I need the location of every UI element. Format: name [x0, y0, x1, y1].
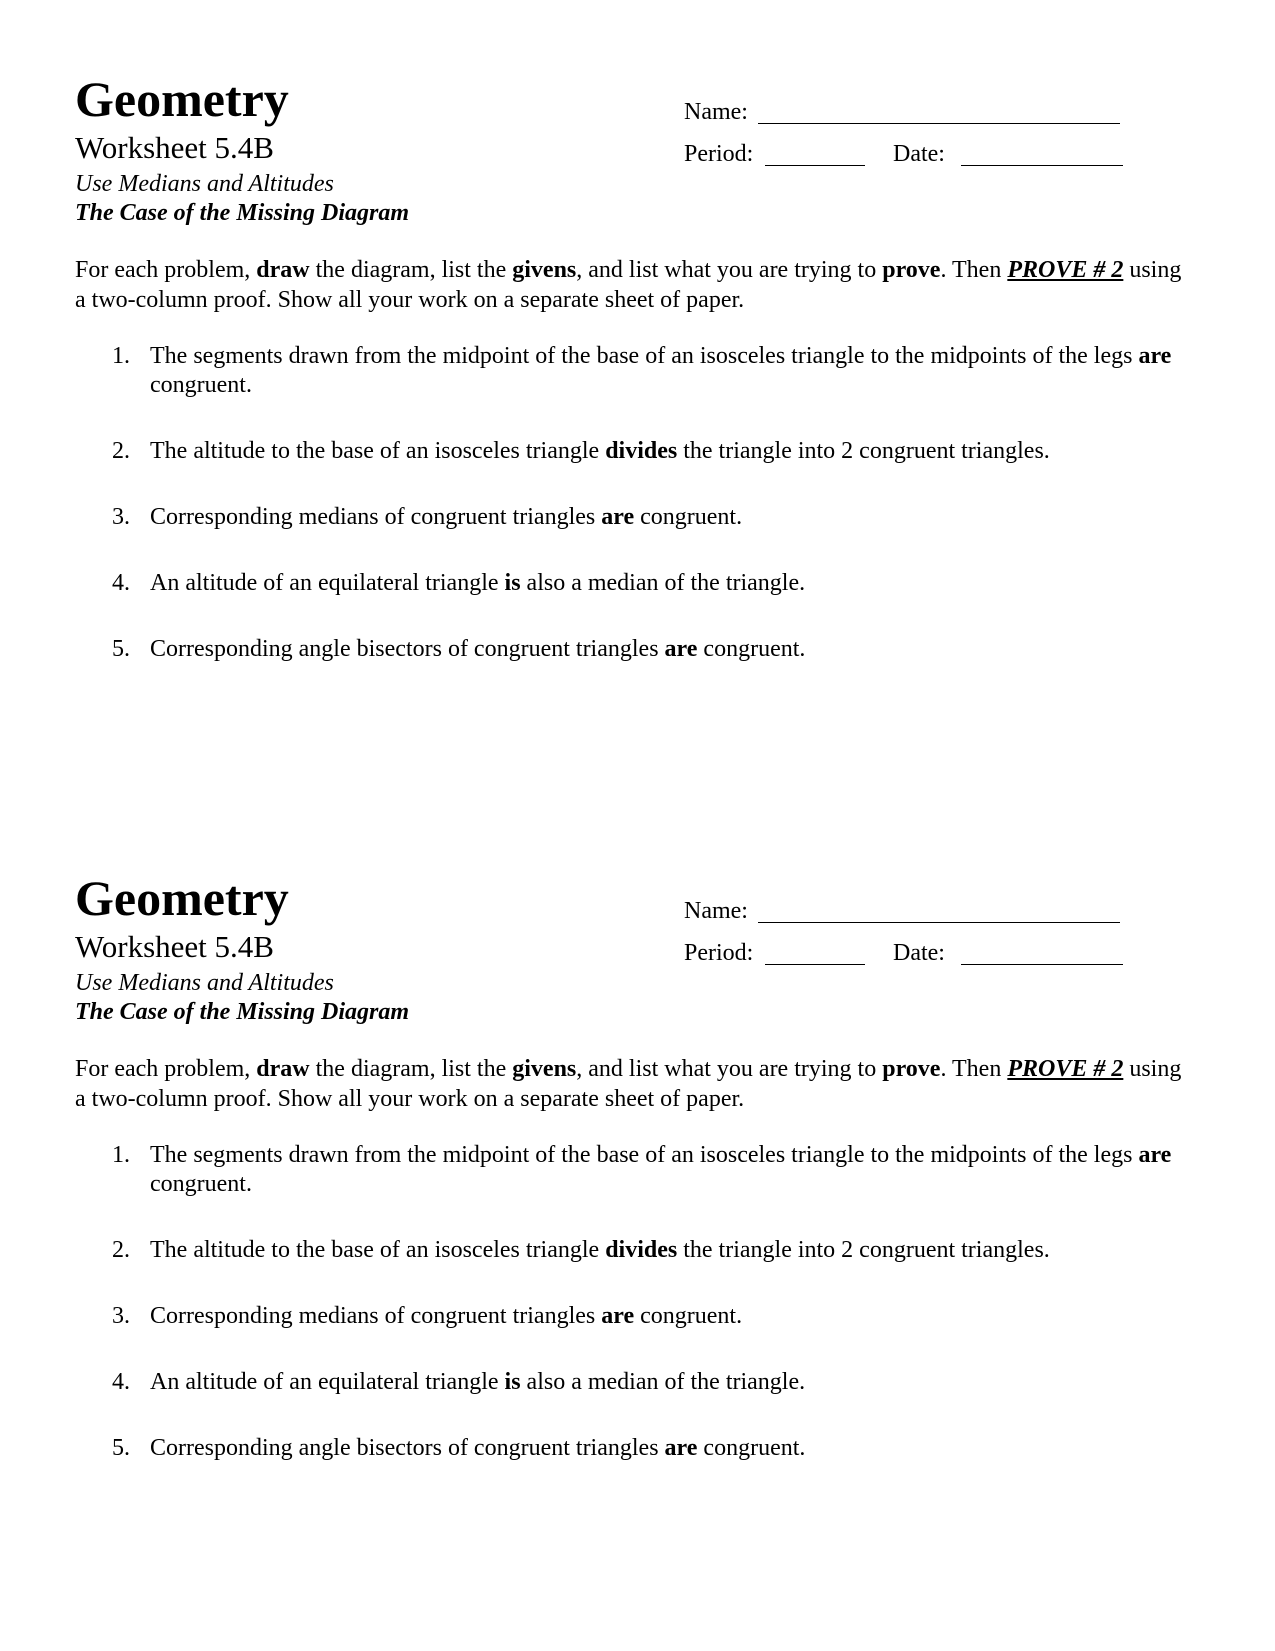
problem-text — [150, 437, 1192, 466]
instructions-emphasis-givens: givens — [512, 257, 577, 283]
problem-number: 3. — [112, 504, 130, 530]
problem-text — [150, 635, 1192, 664]
prove-target: PROVE # 2 — [1007, 257, 1124, 283]
date-blank[interactable] — [961, 942, 1123, 965]
instructions-text: For each problem, — [75, 257, 257, 283]
period-blank[interactable] — [765, 942, 865, 965]
worksheet-topic: Use Medians and Altitudes — [75, 171, 334, 197]
problem-text — [150, 1236, 1192, 1265]
date-label: Date: — [893, 940, 945, 966]
problem-emphasis: are — [1138, 343, 1172, 369]
problem-number: 4. — [112, 1369, 130, 1395]
worksheet-title: Geometry — [75, 71, 289, 127]
problem-item — [112, 1302, 1192, 1331]
problem-item — [112, 437, 1192, 466]
problem-number: 1. — [112, 343, 130, 369]
worksheet-block-2 — [0, 799, 1275, 1559]
instructions-text: the diagram, list the — [309, 1056, 513, 1082]
problem-item — [112, 342, 1192, 400]
instructions-text: . Then — [940, 257, 1008, 283]
problem-text — [150, 1368, 1192, 1397]
problem-text-part: congruent. — [150, 1171, 252, 1197]
problem-item — [112, 569, 1192, 598]
problem-text-part: congruent. — [697, 1435, 806, 1461]
name-blank[interactable] — [758, 900, 1120, 923]
problem-text — [150, 1141, 1192, 1199]
worksheet-subtitle: Worksheet 5.4B — [75, 929, 274, 964]
problem-text-part: The altitude to the base of an isosceles triangle — [150, 438, 606, 464]
problem-text-part: congruent. — [634, 1303, 743, 1329]
problem-emphasis: are — [1138, 1142, 1172, 1168]
instructions-text: . Then — [940, 1056, 1008, 1082]
name-field — [684, 100, 1120, 124]
case-title: The Case of the Missing Diagram — [75, 999, 410, 1025]
instructions-emphasis-givens: givens — [512, 1056, 577, 1082]
problem-text-part: The altitude to the base of an isosceles triangle — [150, 1237, 606, 1263]
period-field — [684, 142, 865, 166]
problem-item — [112, 1434, 1192, 1463]
name-label: Name: — [684, 898, 748, 924]
problem-emphasis: are — [664, 636, 698, 662]
instructions-emphasis-draw: draw — [256, 1056, 310, 1082]
problem-emphasis: divides — [605, 1237, 678, 1263]
problem-item — [112, 635, 1192, 664]
problem-number: 3. — [112, 1303, 130, 1329]
problem-text — [150, 569, 1192, 598]
problem-text-part: congruent. — [634, 504, 743, 530]
worksheet-title: Geometry — [75, 870, 289, 926]
instructions-text: using a two-column proof. Show all your work on a separate sheet of paper. — [75, 257, 1182, 313]
worksheet-block-1 — [0, 0, 1275, 760]
date-field — [893, 941, 1123, 965]
instructions-text: using a two-column proof. Show all your work on a separate sheet of paper. — [75, 1056, 1182, 1112]
instructions-text: For each problem, — [75, 1056, 257, 1082]
instructions-emphasis-prove: prove — [882, 1056, 941, 1082]
problem-item — [112, 1368, 1192, 1397]
problem-text-part: An altitude of an equilateral triangle — [150, 1369, 505, 1395]
problem-number: 2. — [112, 1237, 130, 1263]
name-label: Name: — [684, 99, 748, 125]
problem-text-part: also a median of the triangle. — [520, 1369, 806, 1395]
problem-item — [112, 503, 1192, 532]
prove-target: PROVE # 2 — [1007, 1056, 1124, 1082]
worksheet-topic: Use Medians and Altitudes — [75, 970, 334, 996]
instructions-text: , and list what you are trying to — [576, 257, 883, 283]
problem-text-part: the triangle into 2 congruent triangles. — [677, 438, 1050, 464]
problem-number: 4. — [112, 570, 130, 596]
problem-text-part: congruent. — [697, 636, 806, 662]
worksheet-subtitle: Worksheet 5.4B — [75, 130, 274, 165]
problem-emphasis: are — [601, 1303, 635, 1329]
problem-number: 1. — [112, 1142, 130, 1168]
problem-item — [112, 1236, 1192, 1265]
name-field — [684, 899, 1120, 923]
case-title: The Case of the Missing Diagram — [75, 200, 410, 226]
problem-emphasis: is — [504, 570, 521, 596]
problem-number: 5. — [112, 636, 130, 662]
period-label: Period: — [684, 141, 754, 167]
problem-text — [150, 1434, 1192, 1463]
problem-number: 2. — [112, 438, 130, 464]
date-blank[interactable] — [961, 143, 1123, 166]
date-field — [893, 142, 1123, 166]
problem-emphasis: are — [601, 504, 635, 530]
problem-text-part: The segments drawn from the midpoint of the base of an isosceles triangle to the midpoints of the legs — [150, 343, 1139, 369]
problem-text-part: Corresponding medians of congruent triangles — [150, 1303, 602, 1329]
instructions-text: the diagram, list the — [309, 257, 513, 283]
instructions-text: , and list what you are trying to — [576, 1056, 883, 1082]
problem-text-part: Corresponding angle bisectors of congruent triangles — [150, 636, 665, 662]
problem-number: 5. — [112, 1435, 130, 1461]
problem-emphasis: divides — [605, 438, 678, 464]
instructions-emphasis-prove: prove — [882, 257, 941, 283]
problem-text — [150, 1302, 1192, 1331]
date-label: Date: — [893, 141, 945, 167]
period-label: Period: — [684, 940, 754, 966]
problem-emphasis: is — [504, 1369, 521, 1395]
period-field — [684, 941, 865, 965]
problem-text-part: Corresponding angle bisectors of congruent triangles — [150, 1435, 665, 1461]
instructions — [75, 255, 1185, 315]
problem-text — [150, 503, 1192, 532]
instructions — [75, 1054, 1185, 1114]
problem-text-part: The segments drawn from the midpoint of the base of an isosceles triangle to the midpoints of the legs — [150, 1142, 1139, 1168]
problem-text-part: Corresponding medians of congruent triangles — [150, 504, 602, 530]
problem-item — [112, 1141, 1192, 1199]
problem-text — [150, 342, 1192, 400]
problem-text-part: congruent. — [150, 372, 252, 398]
problem-text-part: the triangle into 2 congruent triangles. — [677, 1237, 1050, 1263]
name-blank[interactable] — [758, 101, 1120, 124]
instructions-emphasis-draw: draw — [256, 257, 310, 283]
problem-text-part: also a median of the triangle. — [520, 570, 806, 596]
problem-text-part: An altitude of an equilateral triangle — [150, 570, 505, 596]
problem-emphasis: are — [664, 1435, 698, 1461]
period-blank[interactable] — [765, 143, 865, 166]
